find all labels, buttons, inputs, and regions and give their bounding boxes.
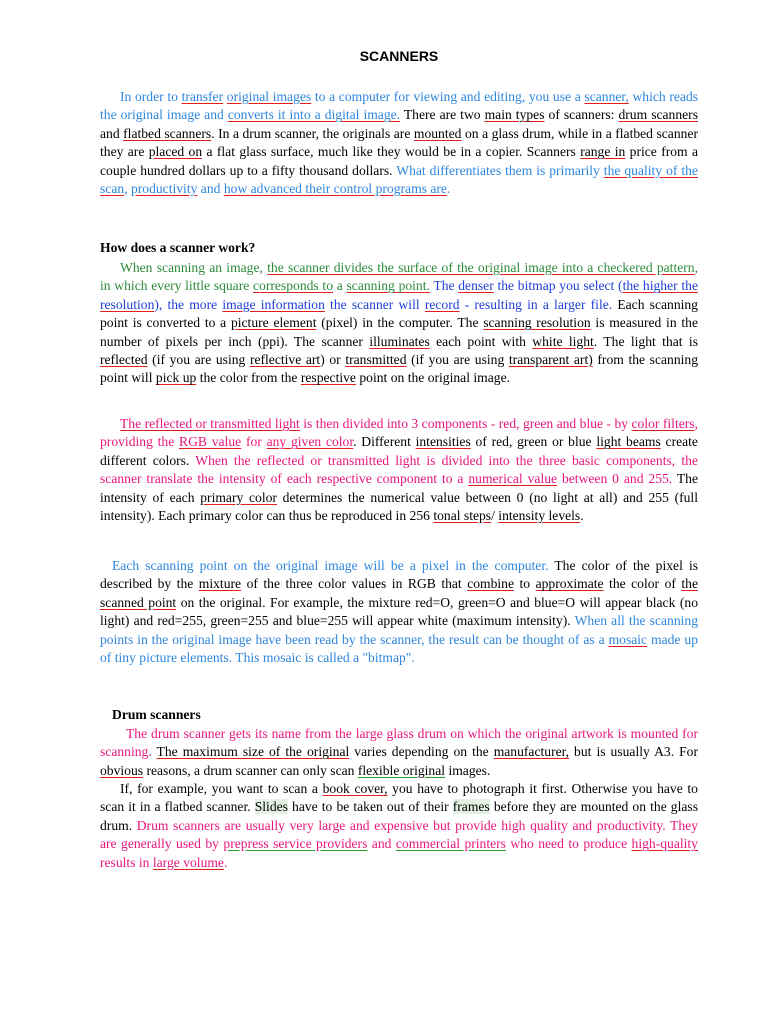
- text-run: converts it into a digital image.: [227, 107, 401, 123]
- text-run: RGB value: [179, 434, 242, 450]
- text-run: and: [367, 836, 396, 852]
- text-run: Drum scanners are usually very large and expensive but provide high quality and productivity. They are generally used by: [100, 817, 698, 852]
- text-run: corresponds to: [253, 278, 334, 294]
- text-run: The reflected or transmitted light: [120, 416, 300, 431]
- text-run: any given color: [266, 434, 354, 450]
- text-run: The color of the pixel is described by the: [100, 558, 699, 592]
- text-run: from the scanning point will: [100, 352, 699, 386]
- text-run: In order to: [120, 89, 182, 104]
- text-run: frames: [452, 799, 490, 815]
- text-run: each point with: [429, 333, 533, 349]
- text-run: but is usually A3. For: [569, 744, 699, 760]
- text-run: placed on: [148, 144, 203, 160]
- text-run: /: [491, 508, 499, 524]
- text-run: point on the original image.: [355, 370, 511, 386]
- text-run: mosaic: [608, 631, 648, 647]
- text-run: When all the scanning points in the original image have been read by the scanner, the result can be thought of as a: [100, 613, 698, 647]
- text-run: scanning point.: [346, 278, 430, 294]
- paragraph-color-filters: [100, 415, 698, 525]
- text-run: . Different: [353, 434, 416, 450]
- text-run: the color from the: [196, 370, 301, 386]
- text-run: for: [241, 434, 267, 450]
- text-run: picture element: [230, 315, 317, 331]
- text-run: of red, green or blue: [470, 434, 597, 450]
- text-run: between 0 and 255.: [557, 471, 673, 487]
- text-run: transfer: [181, 89, 224, 104]
- section-heading-how-works: How does a scanner work?: [100, 240, 256, 255]
- text-run: who need to produce: [505, 836, 632, 852]
- text-run: .: [446, 181, 451, 197]
- text-run: tonal steps: [433, 508, 492, 524]
- text-run: obvious: [100, 762, 144, 778]
- text-run: mounted: [413, 125, 462, 141]
- text-run: mixture: [198, 576, 242, 592]
- text-run: The: [429, 278, 459, 294]
- text-run: reflective art: [249, 352, 321, 368]
- text-run: manufacturer,: [493, 744, 570, 760]
- text-run: illuminates: [369, 333, 430, 349]
- text-run: which reads the original image and: [100, 89, 699, 123]
- text-run: of the three color values in RGB that: [241, 576, 468, 592]
- text-run: before they are mounted on the glass drum.: [100, 799, 698, 833]
- text-run: price from a couple hundred dollars up to a fifty thousand dollars.: [100, 144, 699, 178]
- text-run: Each scanning point is converted to a: [100, 296, 698, 331]
- text-run: ), the more: [154, 296, 223, 312]
- text-run: prepress service providers: [223, 836, 368, 852]
- text-run: The drum scanner gets its name from the large glass drum on which the original artwork is mounted for scanning.: [100, 726, 698, 760]
- text-run: the higher the resolution: [100, 278, 698, 312]
- text-run: scanning resolution: [483, 315, 591, 331]
- text-run: create different colors.: [100, 434, 698, 468]
- text-run: the scanner will: [324, 296, 425, 312]
- text-run: productivity: [130, 181, 198, 197]
- text-run: . In a drum scanner, the originals are: [211, 125, 414, 141]
- text-run: . The light that is: [593, 333, 698, 349]
- paragraph-intro: [100, 88, 698, 198]
- text-run: the scanner divides the surface of the original image into a checkered pattern: [267, 260, 695, 275]
- text-run: and: [197, 181, 224, 197]
- text-run: book cover,: [322, 781, 388, 796]
- text-run: light beams: [596, 434, 661, 450]
- text-run: transmitted: [345, 352, 407, 368]
- text-run: white light: [532, 333, 594, 349]
- text-run: have to be taken out of their: [287, 799, 453, 815]
- text-run: large volume: [152, 854, 224, 870]
- text-run: how advanced their control programs are: [223, 181, 447, 197]
- text-run: record: [424, 296, 460, 312]
- text-run: determines the numerical value between 0 (no light at all) and 255 (full intensity). Each primary color can thus be reproduced in 256: [100, 489, 698, 524]
- text-run: drum scanners: [618, 107, 699, 123]
- text-run: a: [333, 278, 347, 294]
- text-run: .: [223, 854, 228, 870]
- paragraph-how-works: [100, 259, 698, 388]
- text-run: (if you are using: [147, 352, 250, 368]
- text-run: When scanning an image,: [120, 260, 268, 275]
- text-run: .: [580, 508, 584, 524]
- text-run: color filters: [631, 416, 695, 431]
- text-run: - resulting in a larger file.: [459, 296, 613, 312]
- text-run: flexible original: [357, 762, 446, 778]
- text-run: reasons, a drum scanner can only scan: [143, 762, 358, 778]
- page-title: SCANNERS: [359, 48, 439, 64]
- text-run: the quality of the scan: [100, 162, 698, 197]
- paragraph-drum-usage: [100, 780, 698, 872]
- text-run: primary color: [200, 489, 277, 505]
- text-run: Slides: [254, 799, 288, 815]
- text-run: a flat glass surface, much like they would be in a copier. Scanners: [202, 144, 581, 160]
- text-run: on a glass drum, while in a flatbed scanner they are: [100, 125, 698, 160]
- paragraph-pixels: [100, 557, 698, 667]
- text-run: varies depending on the: [349, 744, 494, 760]
- text-run: approximate: [535, 576, 604, 592]
- text-run: to: [514, 576, 536, 592]
- text-run: respective: [300, 370, 356, 386]
- text-run: reflected: [100, 352, 148, 368]
- text-run: The maximum size of the original: [156, 744, 350, 760]
- text-run: on the original. For example, the mixture red=O, green=O and blue=O will appear black (no light) and red=255, green=255 and blue=255 will appear white (maximum intensity).: [100, 594, 698, 629]
- text-run: The intensity of each: [100, 471, 698, 505]
- text-run: results in: [100, 854, 153, 870]
- text-run: is measured in the number of pixels per inch (ppi). The scanner: [100, 315, 698, 349]
- text-run: intensities: [415, 434, 471, 450]
- text-run: (pixel) in the computer. The: [316, 315, 484, 331]
- text-run: When the reflected or transmitted light is divided into the three basic components, the scanner translate the intensity of each respective component to a: [100, 452, 698, 487]
- text-run: made up of tiny picture elements. This mosaic is called a "bitmap".: [100, 631, 698, 666]
- text-run: transparent art): [508, 352, 593, 368]
- text-run: numerical value: [468, 471, 558, 487]
- text-run: What differentiates them is primarily: [396, 162, 604, 178]
- paragraph-drum-intro: [100, 725, 698, 780]
- text-run: (if you are using: [406, 352, 509, 368]
- text-run: commercial printers: [395, 836, 506, 852]
- text-run: , in which every little square: [100, 260, 698, 294]
- text-run: the scanned point: [100, 576, 698, 610]
- text-run: ) or: [320, 352, 346, 368]
- text-run: of scanners:: [544, 107, 619, 123]
- text-run: , providing the: [100, 416, 698, 450]
- text-run: original images: [226, 89, 312, 104]
- text-run: high-quality: [631, 836, 698, 852]
- section-heading-drum-scanners: Drum scanners: [112, 707, 201, 722]
- text-run: flatbed scanners: [123, 125, 212, 141]
- text-run: main types: [484, 107, 545, 123]
- text-run: the bitmap you select (: [493, 278, 623, 294]
- text-run: intensity levels: [498, 508, 581, 524]
- text-run: pick up: [155, 370, 197, 386]
- text-run: you have to photograph it first. Otherwise you have to scan it in a flatbed scanner.: [100, 781, 698, 815]
- text-run: image information: [222, 296, 325, 312]
- text-run: If, for example, you want to scan a: [120, 781, 323, 796]
- text-run: denser: [458, 278, 494, 294]
- text-run: ,: [124, 181, 131, 197]
- text-run: combine: [467, 576, 515, 592]
- text-run: the color of: [603, 576, 682, 592]
- text-run: images.: [445, 762, 491, 778]
- text-run: and: [100, 125, 124, 141]
- text-run: scanner,: [584, 89, 629, 104]
- text-run: range in: [580, 144, 626, 160]
- text-run: There are two: [400, 107, 485, 123]
- text-run: is then divided into 3 components - red, green and blue - by: [299, 416, 632, 431]
- text-run: Each scanning point on the original image will be a pixel in the computer.: [112, 558, 549, 573]
- text-run: to a computer for viewing and editing, you use a: [311, 89, 585, 104]
